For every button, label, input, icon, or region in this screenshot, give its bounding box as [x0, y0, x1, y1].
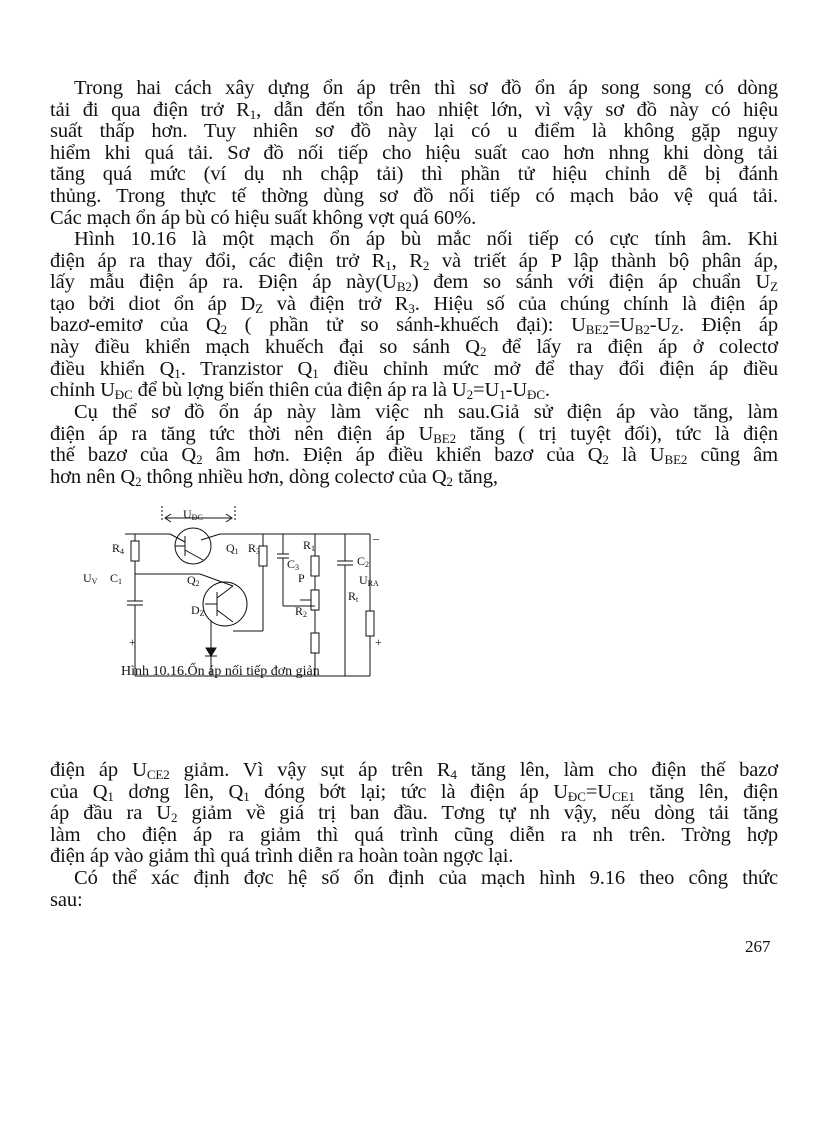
text-line: Cụ thể sơ đồ ổn áp này làm việc nh sau.Giả sử điện áp vào tăng, làm	[74, 401, 778, 423]
text-line: điều khiển $Q_1$. Tranzistor $Q_1$ điều chỉnh mức mở để thay đổi điện áp điều	[50, 357, 778, 381]
label-plus-right: +	[375, 635, 382, 649]
label-r2: $R_2$	[295, 604, 308, 619]
text-line: chỉnh $U_{ĐC}$ để bù lợng biến thiên của điện áp ra là $U_2=U_1-U_{ĐC}$.	[50, 379, 550, 403]
text-line: điện áp ra tăng tức thời nên điện áp $U_{BE2}$ tăng ( trị tuyệt đối), tức là điện	[50, 422, 778, 446]
label-c2: $C_2$	[357, 554, 370, 569]
label-p: P	[298, 571, 305, 585]
text-line: thủng. Trong thực tế thờng dùng sơ đồ nối tiếp có mạch bảo vệ quá tải.	[50, 184, 778, 207]
text-line: tải đi qua điện trở $R_1$, dẫn đến tổn hao nhiệt lớn, vì vậy sơ đồ này có hiệu	[50, 98, 779, 122]
text-line: này điều khiển mạch khuếch đại so sánh $Q_2$ để lấy ra điện áp ở colectơ	[50, 335, 778, 359]
page-number: 267	[745, 937, 771, 956]
label-rt: $R_t$	[348, 589, 359, 604]
circuit-figure	[83, 506, 395, 686]
text-line: của $Q_1$ dơng lên, $Q_1$ đóng bớt lại; tức là điện áp $U_{ĐC}=U_{CE1}$ tăng lên, điện	[50, 780, 778, 804]
text-line: hiểm khi quá tải. Sơ đồ nối tiếp cho hiệu suất cao hơn nhng khi dòng tải	[50, 141, 778, 164]
label-ura: $U_{RA}$	[359, 573, 379, 588]
text-line: tăng quá mức (ví dụ nh chập tải) thì phần tử hiệu chỉnh dễ bị đánh	[50, 163, 778, 186]
text-line: Có thể xác định đợc hệ số ổn định của mạch hình 9.16 theo công thức	[74, 867, 778, 889]
text-line: thế bazơ của $Q_2$ âm hơn. Điện áp điều khiển bazơ của $Q_2$ là $U_{BE2}$ cũng âm	[50, 444, 779, 468]
text-line: hơn nên $Q_2$ thông nhiều hơn, dòng colectơ của $Q_2$ tăng,	[50, 465, 498, 489]
text-line: sau:	[50, 888, 83, 911]
paragraph-2	[50, 229, 778, 402]
paragraph-4	[50, 760, 778, 868]
label-dz: $D_Z$	[191, 603, 205, 618]
label-minus: –	[373, 531, 379, 545]
text-line: bazơ-emitơ của $Q_2$ ( phần tử so sánh-khuếch đại): $U_{BE2}=U_{B2}-U_Z$. Điện áp	[50, 314, 778, 338]
label-r3: $R_3$	[248, 541, 261, 556]
text-line: suất thấp hơn. Tuy nhiên sơ đồ này lại có u điểm là không gặp nguy	[50, 120, 778, 143]
label-r1: $R_1$	[303, 538, 316, 553]
label-r4: $R_4$	[112, 541, 125, 556]
label-c1: $C_1$	[110, 571, 123, 586]
text-line: Hình 10.16 là một mạch ổn áp bù mắc nối tiếp có cực tính âm. Khi	[74, 228, 778, 250]
figure-caption: Hình 10.16.Ổn áp nối tiếp đơn giản	[121, 664, 320, 679]
text-line: tạo bởi diot ổn áp $D_Z$ và điện trở $R_3$. Hiệu số của chúng chính là điện áp	[50, 292, 778, 316]
text-line: làm cho điện áp ra giảm thì quá trình cũng diễn ra nh trên. Trờng hợp	[50, 823, 778, 846]
text-line: Trong hai cách xây dựng ổn áp trên thì sơ đồ ổn áp song song có dòng	[74, 77, 778, 99]
text-line: điện áp vào giảm thì quá trình diễn ra hoàn toàn ngợc lại.	[50, 845, 514, 868]
paragraph-3	[50, 402, 778, 488]
text-line: lấy mẫu điện áp ra. Điện áp $này(U_{B2})$ đem so sánh với điện áp chuẩn $U_Z$	[50, 271, 778, 295]
text-line: điện áp ra thay đổi, các điện trở $R_1$, $R_2$ và triết áp P lập thành bộ phân áp,	[50, 249, 778, 273]
label-plus-left: +	[129, 635, 136, 649]
label-c3: $C_3$	[287, 557, 300, 572]
label-q1: $Q_1$	[226, 541, 239, 556]
paragraph-1	[50, 78, 778, 229]
label-q2: $Q_2$	[187, 573, 200, 588]
text-line: áp đầu ra $U_2$ giảm về giá trị ban đầu. Tơng tự nh vậy, nếu dòng tải tăng	[50, 802, 779, 826]
text-line: điện áp $U_{CE2}$ giảm. Vì vậy sụt áp trên $R_4$ tăng lên, làm cho điện thế bazơ	[50, 759, 778, 782]
paragraph-5	[50, 868, 778, 911]
label-uv: $U_V$	[83, 571, 98, 586]
text-line: Các mạch ổn áp bù có hiệu suất không vợt quá 60%.	[50, 206, 477, 229]
label-udc: $U_{ĐC}$	[183, 507, 203, 522]
